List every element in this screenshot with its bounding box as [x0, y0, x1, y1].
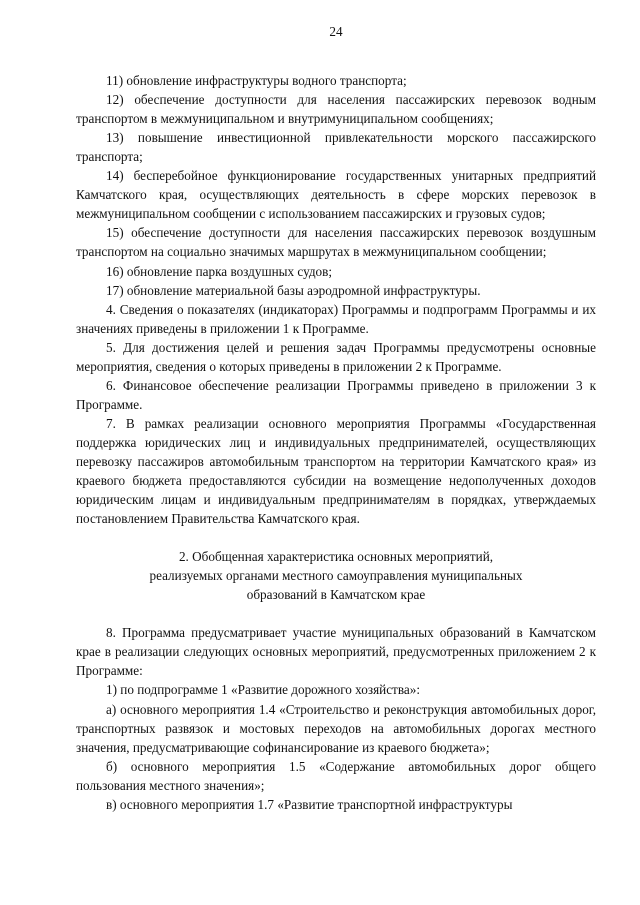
paragraph-5: 5. Для достижения целей и решения задач Программы предусмотрены основные мероприятия, сведения о которых приведены в приложении 2 к Программе.	[76, 339, 596, 374]
paragraph-6: 6. Финансовое обеспечение реализации Программы приведено в приложении 3 к Программе.	[76, 377, 596, 412]
list-item-17: 17) обновление материальной базы аэродромной инфраструктуры.	[106, 282, 481, 298]
paragraph-4: 4. Сведения о показателях (индикаторах) Программы и подпрограмм Программы и их значениях приведены в приложении 1 к Программе.	[76, 301, 596, 336]
list-item-13: 13) повышение инвестиционной привлекательности морского пассажирского транспорта;	[76, 130, 596, 165]
paragraph-7: 7. В рамках реализации основного мероприятия Программы «Государственная поддержка юридических лиц и индивидуальных предпринимателей, осуществляющих перевозку пассажиров автомобильным транспортом на территории Камчатского края» из краевого бюджета предоставляются субсидии на возмещение недополученных доходов юридическим лицам и индивидуальным предпринимателям в порядках, утверждаемых постановлением Правительства Камчатского края.	[76, 415, 596, 527]
subprogram-item-1: 1) по подпрограмме 1 «Развитие дорожного хозяйства»:	[106, 682, 420, 698]
list-item-11: 11) обновление инфраструктуры водного транспорта;	[106, 73, 407, 89]
list-item-15: 15) обеспечение доступности для населения пассажирских перевозок воздушным транспортом на социально значимых маршрутах в межмуниципальном сообщении;	[76, 225, 596, 260]
section-heading	[76, 547, 596, 604]
list-item-12: 12) обеспечение доступности для населения пассажирских перевозок водным транспортом в межмуниципальном и внутримуниципальном сообщениях;	[76, 92, 596, 127]
subitem-b: б) основного мероприятия 1.5 «Содержание автомобильных дорог общего пользования местного значения»;	[76, 758, 596, 793]
list-item-16: 16) обновление парка воздушных судов;	[106, 263, 333, 279]
subitem-v: в) основного мероприятия 1.7 «Развитие транспортной инфраструктуры	[106, 796, 513, 812]
section-heading-line: 2. Обобщенная характеристика основных мероприятий,	[178, 549, 494, 565]
paragraph-8: 8. Программа предусматривает участие муниципальных образований в Камчатском крае в реализации следующих основных мероприятий, предусмотренных приложением 2 к Программе:	[76, 625, 596, 679]
bottom-paragraphs	[76, 623, 596, 813]
page-number: 24	[329, 24, 343, 39]
section-heading-line: реализуемых органами местного самоуправления муниципальных	[149, 568, 523, 584]
subitem-a: а) основного мероприятия 1.4 «Строительство и реконструкция автомобильных дорог, транспортных развязок и мостовых переходов на автомобильных дорогах местного значения, предусматривающие софинансирование из краевого бюджета»;	[76, 701, 596, 755]
section-heading-line: образований в Камчатском крае	[246, 587, 426, 603]
top-paragraphs	[76, 71, 596, 528]
list-item-14: 14) бесперебойное функционирование государственных унитарных предприятий Камчатского края, осуществляющих деятельность в сфере морских перевозок в межмуниципальном сообщении с использованием пассажирских и грузовых судов;	[76, 168, 596, 222]
